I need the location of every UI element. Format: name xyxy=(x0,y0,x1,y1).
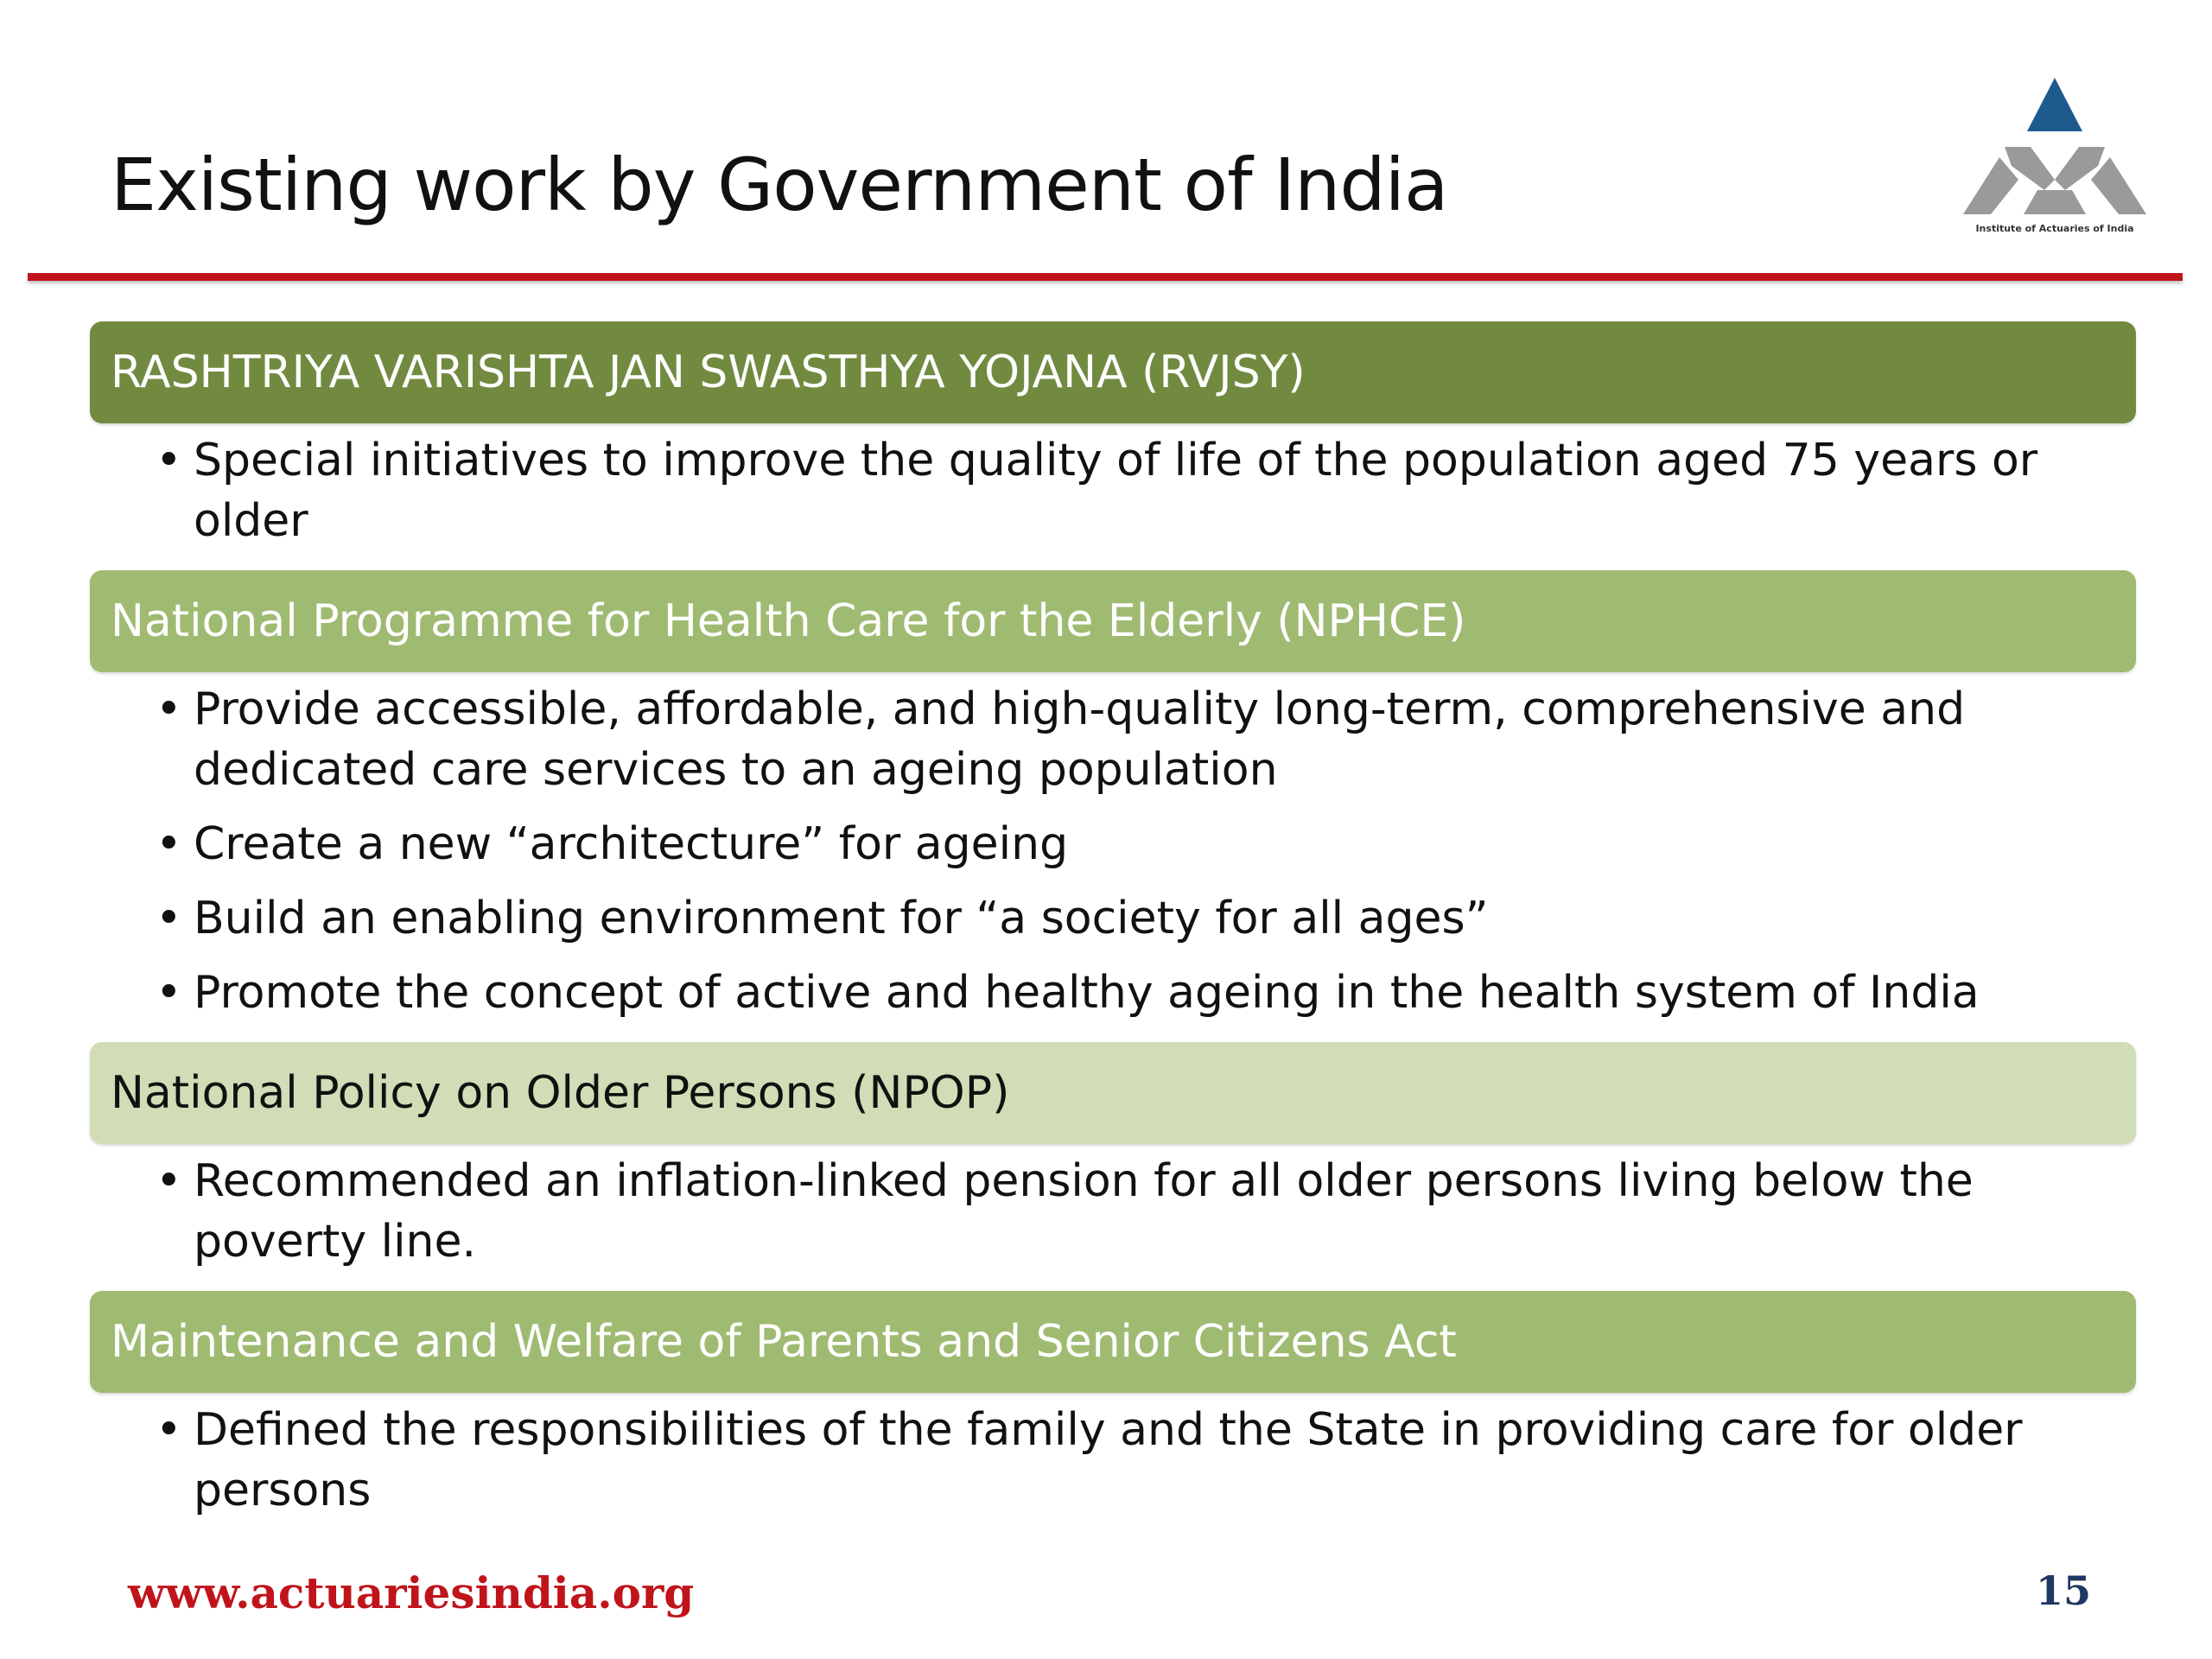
section-senior-citizens-act xyxy=(90,1291,2136,1521)
title-divider xyxy=(28,273,2183,281)
bullet-text: Provide accessible, affordable, and high-quality long-term, comprehensive and dedicated care services to an ageing population xyxy=(194,683,1966,796)
triangle-logo-icon xyxy=(1951,69,2158,225)
section-nphce xyxy=(90,570,2136,1023)
logo-caption: Institute of Actuaries of India xyxy=(1975,223,2134,234)
bullet-item xyxy=(90,430,2101,551)
bullet-item xyxy=(90,679,2101,800)
bullet-text: Recommended an inflation-linked pension for all older persons living below the poverty line. xyxy=(194,1155,1974,1268)
bullet-item xyxy=(90,888,2101,949)
section-header-npop: National Policy on Older Persons (NPOP) xyxy=(90,1042,2136,1144)
footer-website-link[interactable]: www.actuariesindia.org xyxy=(128,1567,695,1618)
bullet-list xyxy=(90,679,2136,1023)
section-header-nphce: National Programme for Health Care for the Elderly (NPHCE) xyxy=(90,570,2136,672)
bullet-text: Build an enabling environment for “a society for all ages” xyxy=(194,893,1489,944)
bullet-item xyxy=(90,1151,2101,1272)
bullet-item xyxy=(90,963,2101,1023)
bullet-text: Special initiatives to improve the quality of life of the population aged 75 years or older xyxy=(194,435,2038,547)
bullet-text: Defined the responsibilities of the family and the State in providing care for older persons xyxy=(194,1404,2023,1516)
section-rvjsy xyxy=(90,321,2136,551)
page-number: 15 xyxy=(2035,1567,2091,1614)
bullet-list xyxy=(90,1400,2136,1521)
bullet-text: Promote the concept of active and healthy ageing in the health system of India xyxy=(194,967,1980,1019)
section-header-senior-citizens-act: Maintenance and Welfare of Parents and Senior Citizens Act xyxy=(90,1291,2136,1393)
section-header-rvjsy: RASHTRIYA VARISHTA JAN SWASTHYA YOJANA (RVJSY) xyxy=(90,321,2136,423)
bullet-item xyxy=(90,1400,2101,1521)
institute-logo xyxy=(1951,69,2158,242)
slide-title: Existing work by Government of India xyxy=(111,143,1448,227)
section-npop xyxy=(90,1042,2136,1272)
bullet-text: Create a new “architecture” for ageing xyxy=(194,818,1069,870)
bullet-list xyxy=(90,430,2136,551)
bullet-list xyxy=(90,1151,2136,1272)
bullet-item xyxy=(90,814,2101,874)
slide-content xyxy=(90,321,2136,1540)
